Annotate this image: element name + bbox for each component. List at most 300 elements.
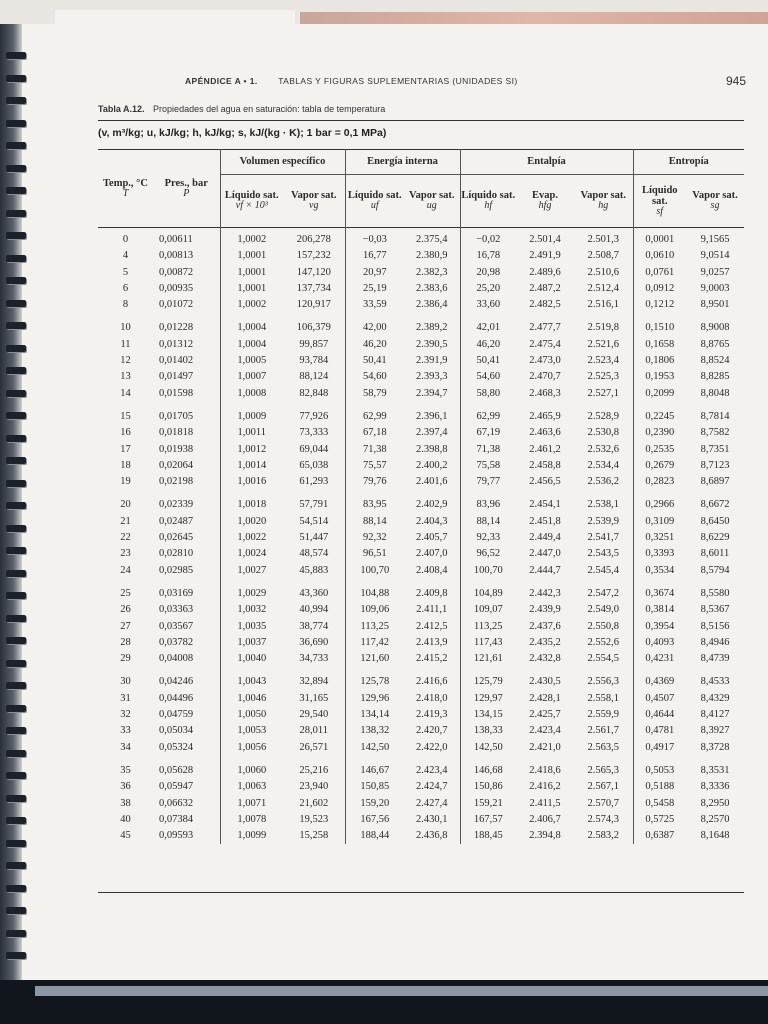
table-cell: 2.418,0 [416,692,448,704]
table-cell: 2.528,9 [587,410,619,422]
table-cell: 2.570,7 [587,797,619,809]
table-cell: 8,8285 [700,371,730,383]
table-row [98,812,744,828]
caption-rule [98,120,744,121]
table-cell: 27 [120,620,131,632]
table-cell: 8,9501 [700,299,730,311]
table-cell: 33,59 [345,297,404,313]
table-cell: 1,0009 [220,402,283,425]
column-label: Vapor sat. [290,190,337,202]
table-cell: 117,42 [345,635,404,651]
table-cell: 1,0053 [220,723,283,739]
column-label: Vapor sat. [408,190,455,202]
binding-ring [6,637,26,644]
book-page [0,24,768,980]
table-cell: 2.583,2 [587,830,619,842]
table-cell: 45 [120,830,131,842]
table-cell: 2.386,4 [416,299,448,311]
table-cell: 104,88 [345,579,404,602]
table-cell: 0,3393 [633,546,686,562]
table-cell: 32,894 [299,676,329,688]
table-cell: 0,0912 [633,281,686,297]
table-cell: 25 [120,587,131,599]
table-cell: 2.556,3 [587,676,619,688]
table-row [98,514,744,530]
table-cell: 2.406,7 [529,813,561,825]
table-cell: 188,44 [345,828,404,844]
binding-ring [6,502,26,509]
table-row [98,281,744,297]
table-row [98,651,744,667]
page-number: 945 [725,74,746,88]
table-cell: 113,25 [345,619,404,635]
table-cell: 29,540 [299,709,329,721]
running-header [185,76,518,86]
binding-ring [6,772,26,779]
table-row [98,369,744,385]
binding-ring [6,142,26,149]
table-row [98,579,744,602]
table-cell: 92,33 [460,530,516,546]
table-cell: 2.430,1 [416,813,448,825]
table-cell: 100,70 [460,563,516,579]
table-cell: 1,0035 [220,619,283,635]
binding-ring [6,480,26,487]
table-row [98,353,744,369]
table-cell: 23 [120,548,131,560]
table-cell: 0,04246 [159,676,194,688]
table-cell: 92,32 [345,530,404,546]
table-row [98,530,744,546]
table-cell: 2.427,4 [416,797,448,809]
table-cell: 0,3814 [633,602,686,618]
table-cell: 2.550,8 [587,620,619,632]
table-cell: 120,917 [296,299,331,311]
table-cell: 137,734 [296,282,331,294]
table-cell: 43,360 [299,587,329,599]
table-cell: 14 [120,387,131,399]
column-symbol: uf [370,200,379,212]
table-cell: 19 [120,476,131,488]
table-cell: 2.380,9 [416,250,448,262]
column-header [98,150,153,228]
table-row [98,546,744,562]
table-cell: 32 [120,709,131,721]
table-cell: 96,52 [460,546,516,562]
table-cell: 2.512,4 [587,282,619,294]
binding-ring [6,795,26,802]
table-cell: 2.510,6 [587,266,619,278]
table-row [98,265,744,281]
table-cell: 0,05947 [159,781,194,793]
binding-ring [6,187,26,194]
table-cell: 2.519,8 [587,322,619,334]
column-header [283,175,345,228]
binding-ring [6,705,26,712]
table-cell: 0,03782 [159,636,194,648]
table-cell: 142,50 [460,740,516,756]
binding-ring [6,952,26,959]
table-caption [98,104,385,114]
table-cell: 62,99 [460,402,516,425]
table-row [98,619,744,635]
table-cell: 0,3674 [633,579,686,602]
table-cell: 1,0001 [220,248,283,264]
table-cell: 0,4644 [633,707,686,723]
table-cell: 2.419,3 [416,709,448,721]
table-cell: 28,011 [299,725,328,737]
table-cell: 42,00 [345,313,404,336]
table-cell: 65,038 [299,459,329,471]
table-cell: 167,57 [460,812,516,828]
column-symbol: hg [598,200,609,212]
table-cell: 0,01228 [159,322,194,334]
table-cell: 88,14 [460,514,516,530]
table-cell: 0,06632 [159,797,194,809]
table-cell: 34 [120,741,131,753]
table-cell: 157,232 [296,250,331,262]
binding-ring [6,210,26,217]
table-cell: 8,5580 [700,587,730,599]
table-cell: 8,6450 [700,515,730,527]
table-cell: 1,0004 [220,313,283,336]
table-cell: 2.375,4 [416,234,448,245]
table-cell: 2.549,0 [587,604,619,616]
table-cell: 29 [120,653,131,665]
table-cell: 8,5794 [700,564,730,576]
table-cell: 129,96 [345,691,404,707]
table-cell: 1,0029 [220,579,283,602]
table-cell: 1,0099 [220,828,283,844]
binding-ring [6,300,26,307]
table-cell: 54,60 [460,369,516,385]
table-cell: 2.428,1 [529,692,561,704]
table-cell: 8,7582 [700,427,730,439]
binding-ring [6,682,26,689]
table-cell: 1,0056 [220,740,283,756]
table-cell: 46,20 [460,337,516,353]
table-cell: 1,0063 [220,779,283,795]
table-cell: 2.451,8 [529,515,561,527]
table-cell: 75,58 [460,458,516,474]
table-cell: 58,79 [345,386,404,402]
table-cell: 2.516,1 [587,299,619,311]
table-cell: 147,120 [296,266,331,278]
column-header [574,175,633,228]
table-cell: 2.468,3 [529,387,561,399]
table-cell: 82,848 [299,387,329,399]
table-cell: 0,0761 [633,265,686,281]
table-cell: 1,0078 [220,812,283,828]
table-row [98,425,744,441]
binding-ring [6,930,26,937]
table-cell: 8,4533 [700,676,730,688]
table-cell: 0,2823 [633,474,686,490]
table-cell: 2.561,7 [587,725,619,737]
table-cell: 0,03169 [159,587,194,599]
column-header [404,175,460,228]
column-symbol: sf [656,205,664,217]
table-cell: 106,379 [296,322,331,334]
table-cell: 0,04759 [159,709,194,721]
table-cell: 2.563,5 [587,741,619,753]
table-cell: 8,6897 [700,476,730,488]
scan-bottom-band [35,986,768,996]
table-cell: 8,8765 [700,338,730,350]
table-cell: 0,02339 [159,499,194,511]
binding-ring [6,907,26,914]
table-cell: 1,0050 [220,707,283,723]
saturation-table [98,149,744,844]
binding-ring [6,345,26,352]
table-cell: 13 [120,371,131,383]
table-cell: 0,00935 [159,282,194,294]
table-cell: 36,690 [299,636,329,648]
table-cell: 8,9008 [700,322,730,334]
table-cell: 1,0046 [220,691,283,707]
binding-ring [6,255,26,262]
table-cell: 8,7123 [700,459,730,471]
table-cell: 1,0060 [220,756,283,779]
table-cell: 2.383,6 [416,282,448,294]
table-cell: 8,2570 [700,813,730,825]
table-cell: 2.574,3 [587,813,619,825]
table-cell: 0,5053 [633,756,686,779]
table-row [98,723,744,739]
binding-ring [6,615,26,622]
table-cell: 9,1565 [700,234,730,245]
table-row [98,635,744,651]
table-cell: 1,0002 [220,297,283,313]
column-label: Líquido sat. [641,184,678,207]
table-cell: 38 [120,797,131,809]
table-title: Propiedades del agua en saturación: tabla de temperatura [153,104,386,114]
table-cell: 2.449,4 [529,532,561,544]
column-symbol: vf × 10³ [235,200,268,212]
table-cell: 20,97 [345,265,404,281]
table-cell: 2.565,3 [587,764,619,776]
binding-ring [6,660,26,667]
table-cell: 10 [120,322,131,334]
column-symbol: ug [426,200,437,212]
table-cell: 0,00872 [159,266,194,278]
table-cell: 0,4231 [633,651,686,667]
table-cell: 2.436,8 [416,830,448,842]
table-cell: 2.405,7 [416,532,448,544]
table-cell: 2.411,5 [529,797,561,809]
table-cell: 121,60 [345,651,404,667]
table-cell: 2.415,2 [416,653,448,665]
table-cell: 1,0011 [220,425,283,441]
column-label: Evap. [532,190,558,202]
table-cell: 0,2679 [633,458,686,474]
table-cell: 8,6011 [700,548,730,560]
table-cell: 2.398,8 [416,443,448,455]
table-cell: 117,43 [460,635,516,651]
table-cell: 2.521,6 [587,338,619,350]
table-cell: 2.547,2 [587,587,619,599]
table-cell: 150,85 [345,779,404,795]
table-cell: 83,95 [345,490,404,513]
table-cell: 0,02985 [159,564,194,576]
table-cell: 96,51 [345,546,404,562]
table-cell: 45,883 [299,564,329,576]
table-cell: 0,5188 [633,779,686,795]
binding-ring [6,390,26,397]
binding-ring [6,435,26,442]
table-cell: 0,2966 [633,490,686,513]
binding-ring [6,165,26,172]
binding-ring [6,862,26,869]
table-cell: 1,0001 [220,281,283,297]
table-cell: 2.501,4 [529,234,561,245]
table-cell: 2.523,4 [587,355,619,367]
table-cell: 0,01818 [159,427,194,439]
binding-ring [6,592,26,599]
table-cell: 2.401,6 [416,476,448,488]
table-cell: 46,20 [345,337,404,353]
table-cell: 167,56 [345,812,404,828]
table-cell: 0,01312 [159,338,194,350]
table-cell: 150,86 [460,779,516,795]
binding-ring [6,840,26,847]
column-header [516,175,574,228]
table-cell: 42,01 [460,313,516,336]
table-cell: 8,5367 [700,604,730,616]
table-cell: 23,940 [299,781,329,793]
column-label: Vapor sat. [692,190,738,202]
column-label: Líquido sat. [224,190,279,202]
table-cell: 54,514 [299,515,329,527]
table-cell: 0,07384 [159,813,194,825]
table-cell: 2.501,3 [587,234,619,245]
table-cell: 121,61 [460,651,516,667]
table-cell: 67,19 [460,425,516,441]
binding-ring [6,52,26,59]
table-cell: 0,03567 [159,620,194,632]
table-cell: 0,4917 [633,740,686,756]
table-cell: 188,45 [460,828,516,844]
table-cell: 21,602 [299,797,329,809]
column-label: Temp., °C [103,177,148,189]
table-cell: 2.421,0 [529,741,561,753]
table-cell: 0,6387 [633,828,686,844]
table-cell: 2.532,6 [587,443,619,455]
table-cell: 0,00611 [159,234,193,245]
table-cell: 0,05628 [159,764,194,776]
table-cell: 2.393,3 [416,371,448,383]
table-cell: 2.413,9 [416,636,448,648]
table-cell: −0,02 [460,228,516,249]
table-cell: 2.402,9 [416,499,448,511]
table-cell: 0,0610 [633,248,686,264]
table-cell: 75,57 [345,458,404,474]
column-header [633,175,686,228]
column-label: Líquido sat. [461,190,516,202]
binding-ring [6,750,26,757]
table-cell: 8,4127 [700,709,730,721]
table-cell: 2.465,9 [529,410,561,422]
table-cell: 2.538,1 [587,499,619,511]
table-header [98,150,744,228]
table-cell: 0,3251 [633,530,686,546]
table-cell: 1,0027 [220,563,283,579]
binding-ring [6,885,26,892]
table-cell: 2.554,5 [587,653,619,665]
table-cell: 0,1658 [633,337,686,353]
table-cell: 8,2950 [700,797,730,809]
table-cell: 2.423,4 [416,764,448,776]
table-cell: 0,3534 [633,563,686,579]
group-volume: Volumen específico [220,150,345,175]
table-cell: 20 [120,499,131,511]
table-cell: 61,293 [299,476,329,488]
table-cell: 0,2390 [633,425,686,441]
table-cell: 69,044 [299,443,329,455]
table-cell: 0,5725 [633,812,686,828]
group-energy: Energía interna [345,150,460,175]
table-cell: 1,0018 [220,490,283,513]
table-cell: 129,97 [460,691,516,707]
table-body [98,228,744,845]
table-cell: 1,0071 [220,796,283,812]
table-cell: 8,4946 [700,636,730,648]
table-row [98,756,744,779]
table-cell: 109,07 [460,602,516,618]
table-cell: 0,2535 [633,442,686,458]
table-cell: 9,0257 [700,266,730,278]
table-row [98,828,744,844]
table-cell: 138,33 [460,723,516,739]
table-cell: 2.458,8 [529,459,561,471]
table-cell: 0,4093 [633,635,686,651]
table-cell: 2.423,4 [529,725,561,737]
scan-top-strip [0,0,768,26]
table-cell: 1,0024 [220,546,283,562]
table-cell: 0,02198 [159,476,194,488]
column-label: Vapor sat. [580,190,626,202]
table-cell: 1,0001 [220,265,283,281]
table-cell: 4 [122,250,129,262]
table-cell: 58,80 [460,386,516,402]
table-cell: 40,994 [299,604,329,616]
table-row [98,796,744,812]
table-cell: 79,77 [460,474,516,490]
column-symbol: vg [309,200,319,212]
table-cell: 30 [120,676,131,688]
table-cell: 31,165 [299,692,329,704]
table-cell: 0,03363 [159,604,194,616]
table-cell: 125,79 [460,667,516,690]
table-cell: 2.482,5 [529,299,561,311]
table-cell: 99,857 [299,338,329,350]
table-cell: 9,0514 [700,250,730,262]
table-cell: 21 [120,515,131,527]
table-cell: 62,99 [345,402,404,425]
binding-ring [6,412,26,419]
table-cell: 0,4369 [633,667,686,690]
table-cell: 11 [120,338,131,350]
table-cell: 2.543,5 [587,548,619,560]
table-cell: 0,2099 [633,386,686,402]
table-cell: 16 [120,427,131,439]
table-cell: 2.407,0 [416,548,448,560]
table-cell: 2.412,5 [416,620,448,632]
table-cell: 2.397,4 [416,427,448,439]
table-cell: 8,3531 [700,764,730,776]
table-cell: 1,0040 [220,651,283,667]
table-cell: 1,0012 [220,442,283,458]
